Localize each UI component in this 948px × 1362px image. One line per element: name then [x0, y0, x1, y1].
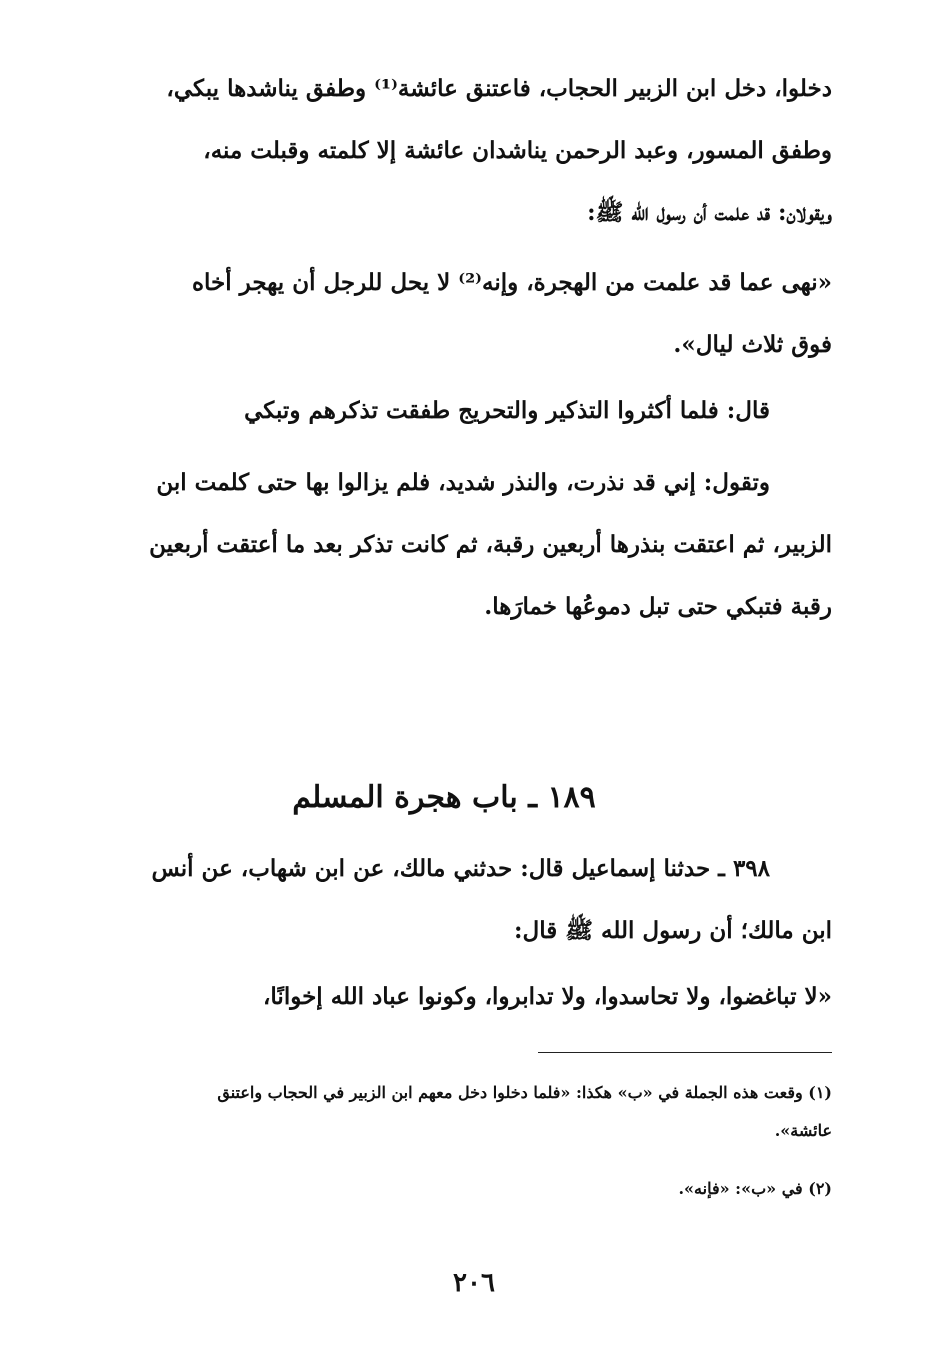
text-line: «نهى عما قد علمت من الهجرة، وإنه⁽²⁾ لا يحل للرجل أن يهجر أخاه [191, 269, 832, 296]
paragraph-1 [56, 58, 832, 244]
text-line: دخلوا، دخل ابن الزبير الحجاب، فاعتنق عائشة⁽¹⁾ وطفق يناشدها يبكي، [166, 75, 832, 102]
footnote-1 [56, 1074, 832, 1150]
text-line: ٣٩٨ ـ حدثنا إسماعيل قال: حدثني مالك، عن ابن شهاب، عن أنس [151, 855, 770, 882]
text-line: وطفق المسور، وعبد الرحمن يناشدان عائشة إلا كلمته وقبلت منه، [203, 137, 832, 164]
text-line: «لا تباغضوا، ولا تحاسدوا، ولا تدابروا، وكونوا عباد الله إخوانًا، [262, 983, 832, 1010]
chapter-heading: ١٨٩ ـ باب هجرة المسلم [292, 780, 596, 815]
footnote-divider [538, 1052, 832, 1053]
text-line: رقبة فتبكي حتى تبل دموعُها خمارَها. [484, 593, 832, 620]
text-line: قال: فلما أكثروا التذكير والتحريج طفقت تذكرهم وتبكي [244, 397, 770, 424]
page-number: ٢٠٦ [453, 1268, 495, 1298]
text-line: (٢) في «ب»: «فإنه». [678, 1179, 832, 1198]
text-line: عائشة». [774, 1121, 832, 1140]
paragraph-4 [56, 452, 832, 638]
text-line: (١) وقعت هذه الجملة في «ب» هكذا: «فلما دخلوا دخل معهم ابن الزبير في الحجاب واعتنق [217, 1083, 832, 1102]
text-line: الزبير، ثم اعتقت بنذرها أربعين رقبة، ثم كانت تذكر بعد ما أعتقت أربعين [149, 531, 832, 558]
footnote-2 [56, 1170, 832, 1208]
paragraph-3 [56, 380, 832, 442]
paragraph-5 [56, 838, 832, 962]
text-line: فوق ثلاث ليال». [673, 331, 832, 358]
text-line: وتقول: إني قد نذرت، والنذر شديد، فلم يزالوا بها حتى كلمت ابن [156, 469, 770, 496]
text-line: ويقولان: قد علمت أن رسول الله ﷺ: [587, 199, 832, 226]
text-line: ابن مالك؛ أن رسول الله ﷺ قال: [514, 917, 832, 944]
paragraph-6 [56, 966, 832, 1028]
paragraph-2 [56, 252, 832, 376]
